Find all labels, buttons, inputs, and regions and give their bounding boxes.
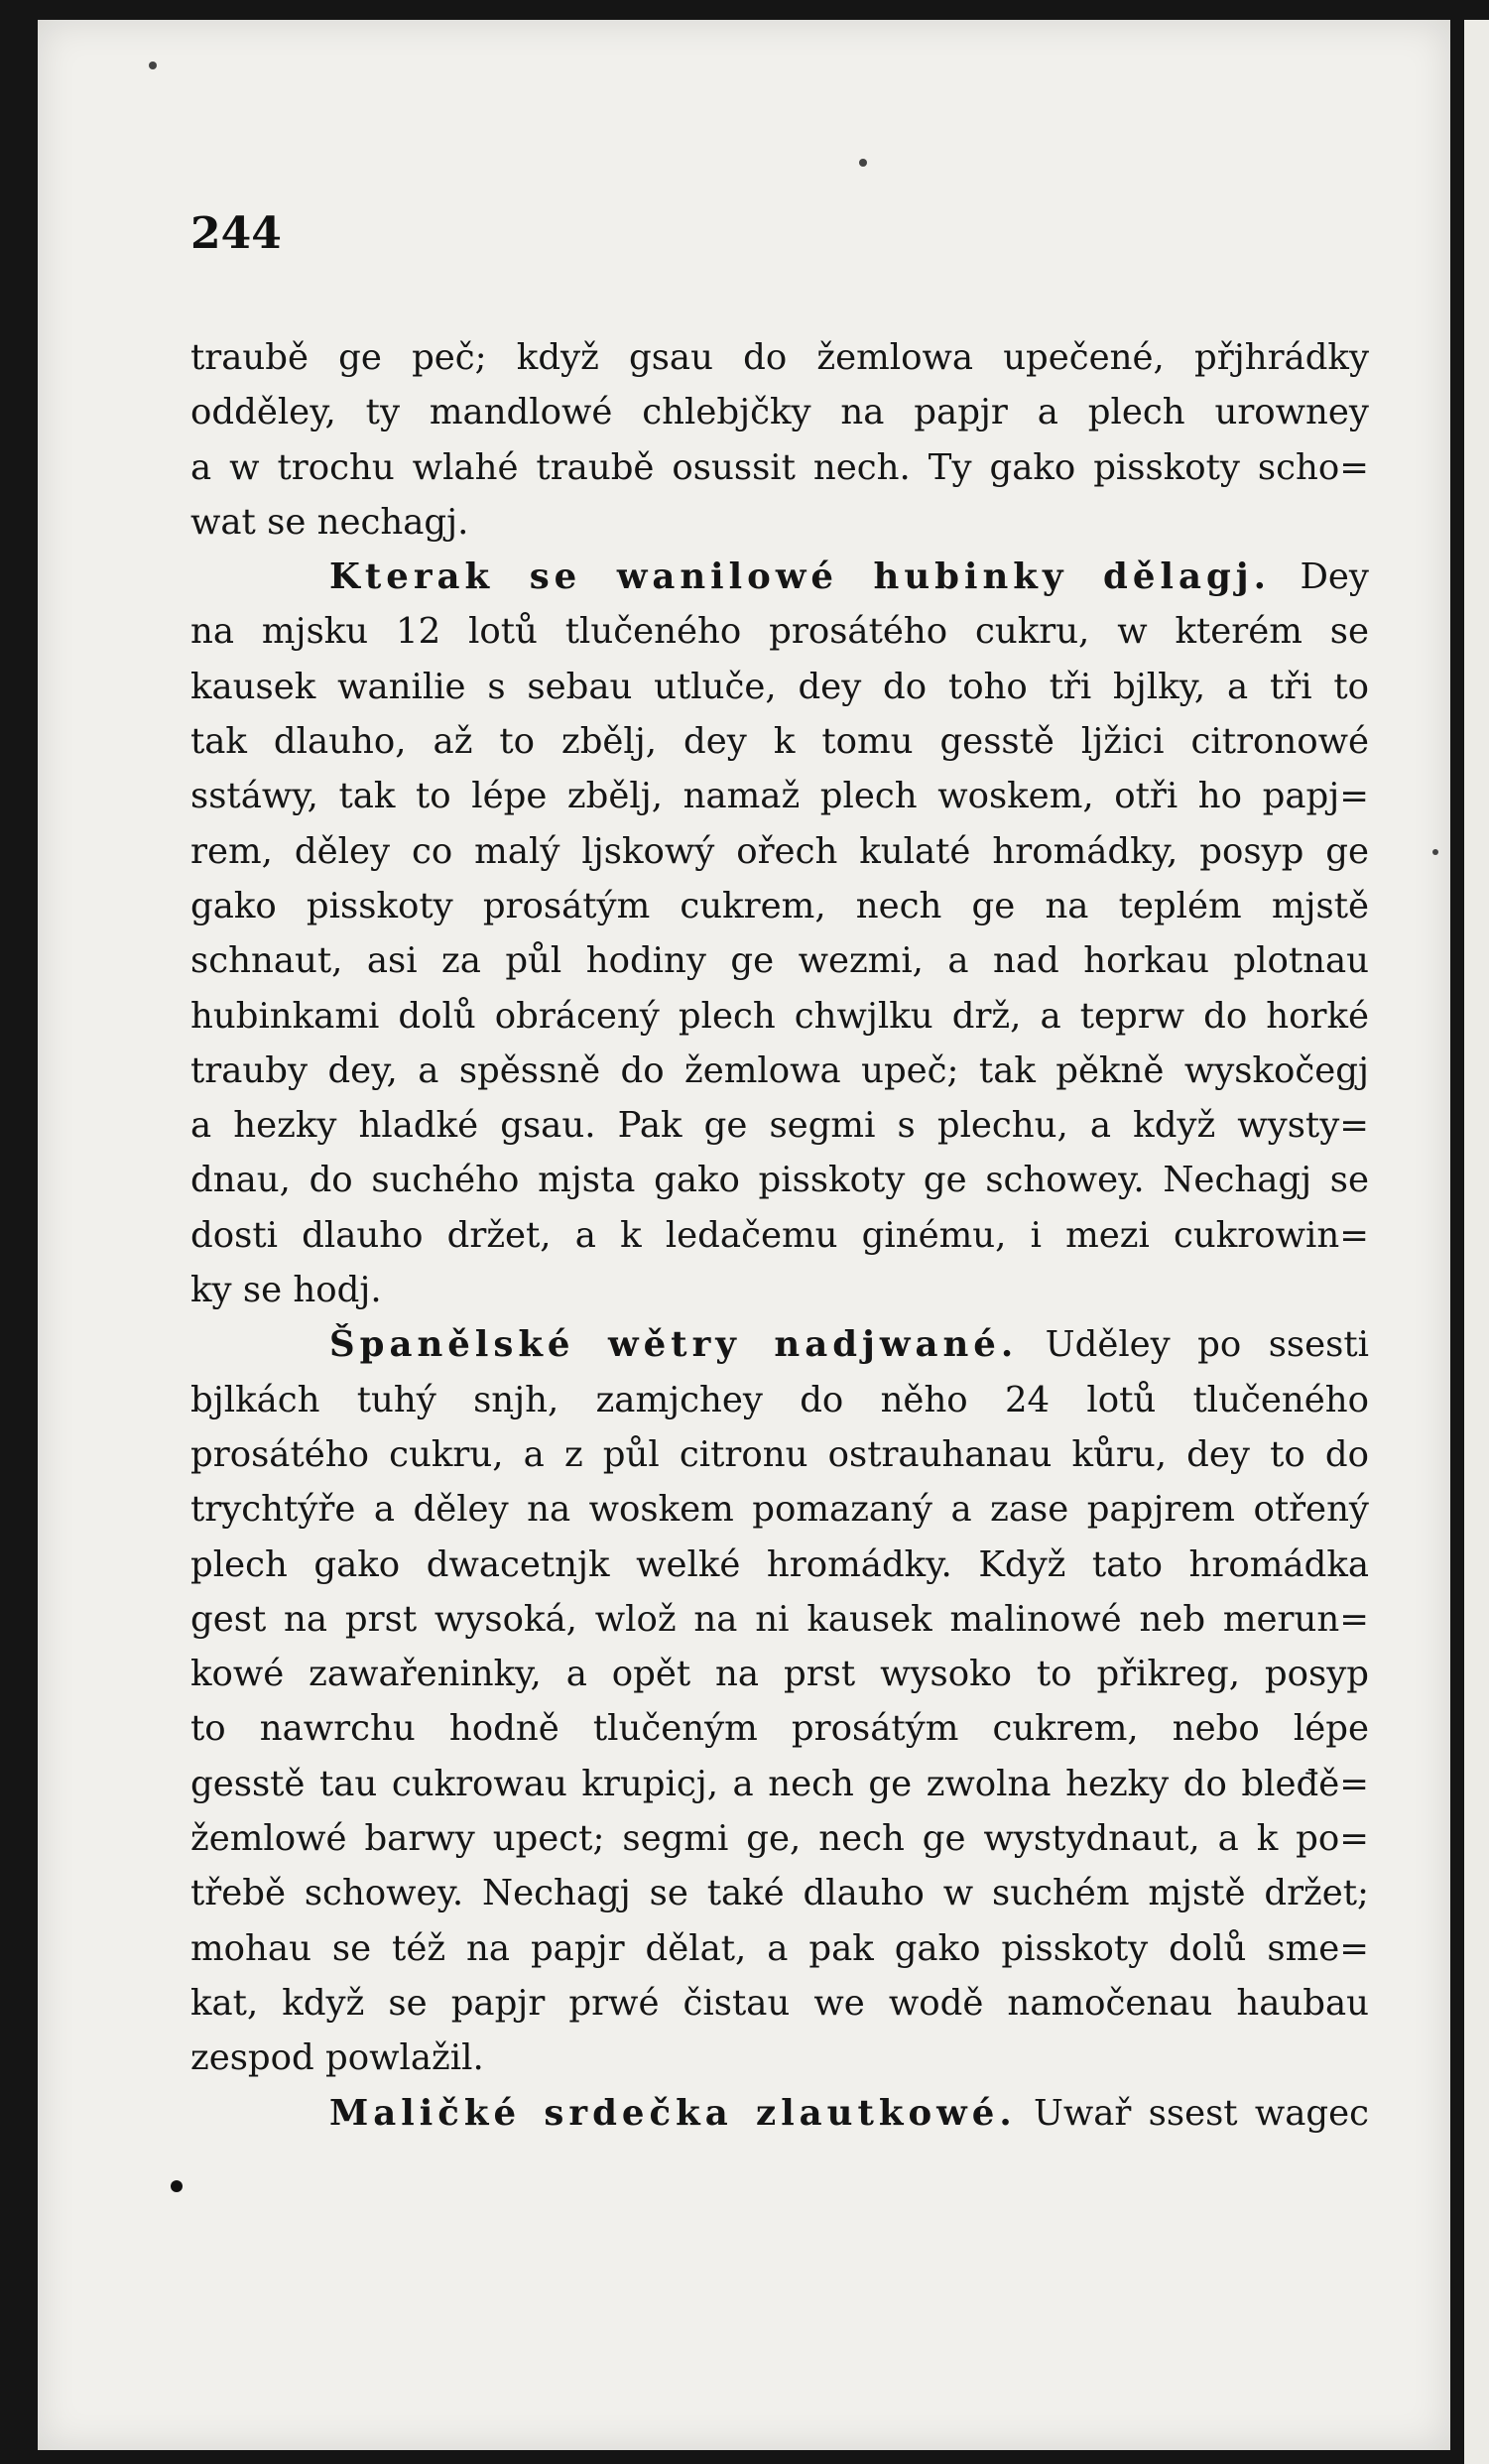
text-line: bjlkách tuhý snjh, zamjchey do něho 24 lotů tlučeného [190, 1379, 1369, 1420]
text-line: hubinkami dolů obrácený plech chwjlku drž, a teprw do horké [190, 995, 1369, 1037]
text-line: dosti dlauho držet, a k ledačemu ginému, i mezi cukrowin= [190, 1214, 1369, 1256]
body-text [190, 330, 1369, 2141]
text-line: rem, děley co malý ljskowý ořech kulaté hromádky, posyp ge [190, 830, 1369, 872]
ink-speck [859, 159, 867, 167]
text-line: odděley, ty mandlowé chlebjčky na papjr a plech urowney [190, 392, 1369, 433]
paragraph [190, 1317, 1369, 2085]
text-run: Uděley po ssesti [1045, 1324, 1369, 1366]
ink-speck [1432, 849, 1438, 855]
recipe-heading: Kterak se wanilowé hubinky dělagj. [329, 556, 1271, 598]
text-line: kowé zawařeninky, a opět na prst wysoko to přikreg, posyp [190, 1654, 1369, 1695]
adjacent-page-edge [1464, 20, 1489, 2464]
paragraph [190, 330, 1369, 550]
text-line: zespod powlažil. [190, 2037, 484, 2079]
text-line: schnaut, asi za půl hodiny ge wezmi, a nad horkau plotnau [190, 940, 1369, 982]
text-line: trauby dey, a spěssně do žemlowa upeč; tak pěkně wyskočegj [190, 1049, 1369, 1091]
recipe-heading: Maličké srdečka zlautkowé. [329, 2092, 1017, 2134]
text-line: plech gako dwacetnjk welké hromádky. Když tato hromádka [190, 1543, 1369, 1585]
text-line: a hezky hladké gsau. Pak ge segmi s plechu, a když wysty= [190, 1105, 1369, 1147]
text-line: kat, když se papjr prwé čistau we wodě namočenau haubau [190, 1982, 1369, 2024]
page-number: 244 [190, 208, 282, 259]
text-line: prosátého cukru, a z půl citronu ostrauhanau kůru, dey to do [190, 1433, 1369, 1475]
text-line: dnau, do suchého mjsta gako pisskoty ge schowey. Nechagj se [190, 1160, 1369, 1201]
paragraph [190, 2086, 1369, 2141]
text-line: gest na prst wysoká, wlož na ni kausek malinowé neb merun= [190, 1598, 1369, 1640]
ink-speck [149, 62, 157, 69]
ink-speck [171, 2180, 183, 2192]
text-line: traubě ge peč; když gsau do žemlowa upečené, přjhrádky [190, 337, 1369, 378]
paragraph [190, 550, 1369, 1317]
text-line: a w trochu wlahé traubě osussit nech. Ty gako pisskoty scho= [190, 446, 1369, 488]
recipe-heading: Španělské wětry nadjwané. [329, 1324, 1019, 1366]
text-line: třebě schowey. Nechagj se také dlauho w suchém mjstě držet; [190, 1873, 1369, 1914]
text-run: Uwař ssest wagec [1033, 2092, 1369, 2134]
text-line: to nawrchu hodně tlučeným prosátým cukrem, nebo lépe [190, 1708, 1369, 1750]
text-line: trychtýře a děley na woskem pomazaný a zase papjrem otřený [190, 1489, 1369, 1531]
text-line [190, 1317, 1369, 1372]
text-line [190, 550, 1369, 604]
text-line: gesstě tau cukrowau krupicj, a nech ge zwolna hezky do bleđě= [190, 1763, 1369, 1804]
text-line: žemlowé barwy upect; segmi ge, nech ge wystydnaut, a k po= [190, 1818, 1369, 1860]
text-line: tak dlauho, až to zbělj, dey k tomu gesstě ljžici citronowé [190, 721, 1369, 763]
text-line: ky se hodj. [190, 1270, 382, 1311]
text-line: kausek wanilie s sebau utluče, dey do toho tři bjlky, a tři to [190, 666, 1369, 707]
text-run: Dey [1300, 556, 1369, 598]
text-line: sstáwy, tak to lépe zbělj, namaž plech woskem, otři ho papj= [190, 776, 1369, 817]
text-line: gako pisskoty prosátým cukrem, nech ge na teplém mjstě [190, 885, 1369, 926]
text-line: mohau se též na papjr dělat, a pak gako pisskoty dolů sme= [190, 1927, 1369, 1969]
text-line: wat se nechagj. [190, 501, 469, 543]
text-line: na mjsku 12 lotů tlučeného prosátého cukru, w kterém se [190, 611, 1369, 653]
text-line [190, 2086, 1369, 2141]
